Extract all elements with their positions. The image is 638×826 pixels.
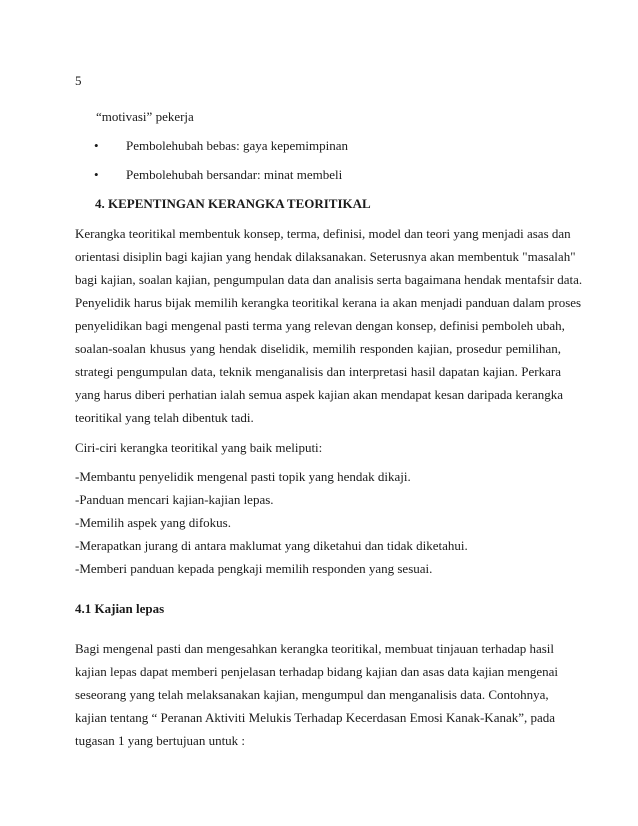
para-line: strategi pengumpulan data, teknik menganalisis dan interpretasi hasil dapatan kajian. Perkara <box>75 364 561 379</box>
section-4-heading: 4. KEPENTINGAN KERANGKA TEORITIKAL <box>95 196 371 211</box>
criteria-item: -Panduan mencari kajian-kajian lepas. <box>75 492 274 507</box>
criteria-item: -Membantu penyelidik mengenal pasti topik yang hendak dikaji. <box>75 469 411 484</box>
criteria-item: -Memberi panduan kepada pengkaji memilih responden yang sesuai. <box>75 561 433 576</box>
criteria-item: -Merapatkan jurang di antara maklumat yang diketahui dan tidak diketahui. <box>75 538 468 553</box>
para-line: kajian lepas dapat memberi penjelasan terhadap bidang kajian dan asas data kajian mengenai <box>75 664 558 679</box>
bullet-dot: • <box>94 167 99 182</box>
bullet-item: Pembolehubah bersandar: minat membeli <box>126 167 343 182</box>
bullet-dot: • <box>94 138 99 153</box>
para-line: yang harus diberi perhatian ialah semua aspek kajian akan mendapat kesan daripada kerangka <box>75 387 564 402</box>
para-line: seseorang yang telah melaksanakan kajian, mengumpul dan menganalisis data. Contohnya, <box>75 687 549 702</box>
para-line: teoritikal yang telah dibentuk tadi. <box>75 410 254 425</box>
para-line: soalan-soalan khusus yang hendak diselidik, memilih responden kajian, prosedur pemilihan, <box>75 341 561 356</box>
para-line: Bagi mengenal pasti dan mengesahkan kerangka teoritikal, membuat tinjauan terhadap hasil <box>75 641 555 656</box>
para-line: Penyelidik harus bijak memilih kerangka teoritikal kerana ia akan menjadi panduan dalam proses <box>75 295 582 310</box>
para-line: penyelidikan bagi mengenal pasti terma yang relevan dengan konsep, definisi pemboleh ubah, <box>75 318 565 333</box>
page-number: 5 <box>75 73 82 88</box>
para-line: kajian tentang “ Peranan Aktiviti Melukis Terhadap Kecerdasan Emosi Kanak-Kanak”, pada <box>75 710 556 725</box>
para-line: Kerangka teoritikal membentuk konsep, terma, definisi, model dan teori yang menjadi asas dan <box>75 226 571 241</box>
criteria-intro: Ciri-ciri kerangka teoritikal yang baik meliputi: <box>75 440 323 455</box>
section-4-1-heading: 4.1 Kajian lepas <box>75 601 165 616</box>
para-line: tugasan 1 yang bertujuan untuk : <box>75 733 246 748</box>
para-line: bagi kajian, soalan kajian, pengumpulan data dan analisis serta bagaimana hendak mentafsir data. <box>75 272 583 287</box>
para-line: orientasi disiplin bagi kajian yang hendak dilaksanakan. Seterusnya akan membentuk "masalah" <box>75 249 576 264</box>
bullet-item: Pembolehubah bebas: gaya kepemimpinan <box>126 138 349 153</box>
intro-fragment: “motivasi” pekerja <box>96 109 194 124</box>
criteria-item: -Memilih aspek yang difokus. <box>75 515 231 530</box>
